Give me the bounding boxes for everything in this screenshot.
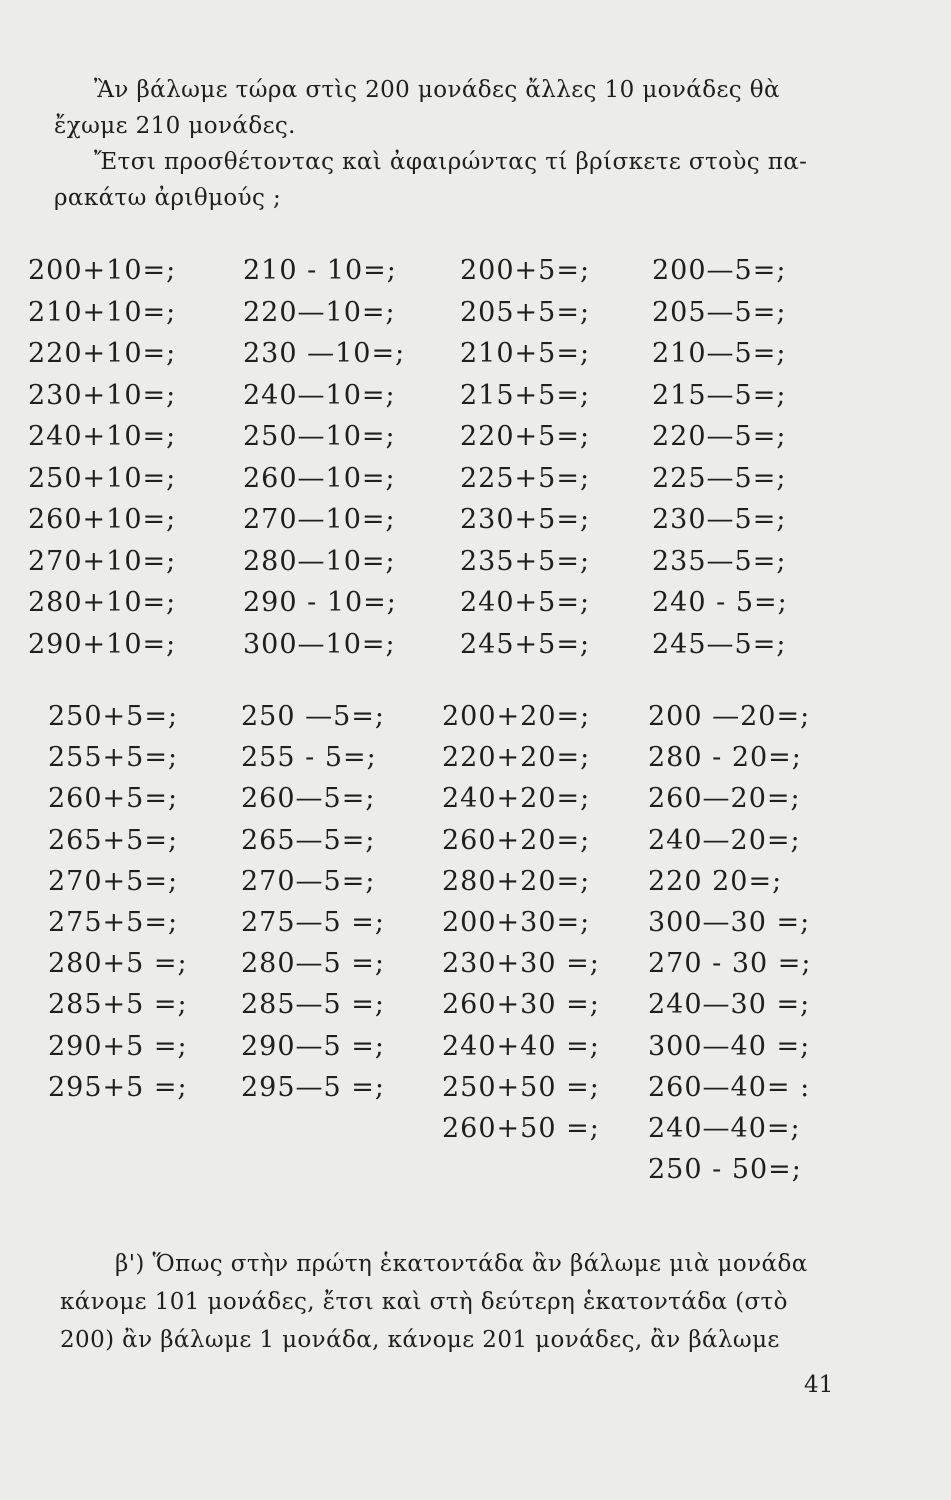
exercise-item: 260+30 =; xyxy=(442,989,600,1021)
page-number: 41 xyxy=(804,1372,834,1398)
exercise-row xyxy=(28,696,828,737)
exercise-item: 230+30 =; xyxy=(442,948,600,980)
exercise-item: 210 - 10=; xyxy=(243,255,397,286)
exercise-item: 295+5 =; xyxy=(48,1071,188,1103)
exercise-item: 210+10=; xyxy=(28,296,177,328)
exercise-row xyxy=(28,582,828,624)
exercise-item: 250 - 50=; xyxy=(648,1154,802,1186)
exercise-item: 255+5=; xyxy=(48,742,179,774)
exercise-item: 290+5 =; xyxy=(48,1030,188,1062)
exercise-item: 235—5=; xyxy=(652,545,787,577)
exercise-item: 295—5 =; xyxy=(241,1071,386,1103)
exercise-item: 200+10=; xyxy=(28,255,177,286)
exercise-row xyxy=(28,861,828,902)
exercise-row xyxy=(28,250,828,292)
exercise-item: 220+5=; xyxy=(460,421,591,452)
exercise-item: 270—5=; xyxy=(241,865,376,897)
exercise-row xyxy=(28,1108,828,1149)
exercise-row xyxy=(28,820,828,861)
exercise-item: 205+5=; xyxy=(460,296,591,328)
exercise-item: 210+5=; xyxy=(460,338,591,369)
exercise-item: 260+10=; xyxy=(28,504,177,535)
exercise-item: 270—10=; xyxy=(243,504,396,535)
exercise-row xyxy=(28,416,828,458)
exercise-row xyxy=(28,292,828,334)
exercise-item: 230 —10=; xyxy=(243,338,406,369)
exercise-item: 300—10=; xyxy=(243,628,396,660)
exercise-item: 280 - 20=; xyxy=(648,742,802,774)
exercise-item: 270 - 30 =; xyxy=(648,948,812,980)
paragraph-line-3: 200) ἂν βάλωμε 1 μονάδα, κάνομε 201 μονάδες, ἂν βάλωμε xyxy=(60,1327,780,1353)
exercise-item: 280+10=; xyxy=(28,587,177,618)
exercise-item: 245—5=; xyxy=(652,628,787,660)
exercise-row xyxy=(28,943,828,984)
intro-line-3: Ἔτσι προσθέτοντας καὶ ἀφαιρώντας τί βρίσκετε στοὺς πα- xyxy=(94,149,808,175)
exercise-item: 225—5=; xyxy=(652,462,787,494)
exercise-item: 215—5=; xyxy=(652,379,787,411)
exercise-item: 250+50 =; xyxy=(442,1071,600,1103)
exercise-item: 200—5=; xyxy=(652,255,787,286)
intro-text xyxy=(54,72,819,216)
exercise-item: 220—5=; xyxy=(652,421,787,452)
exercise-item: 200+5=; xyxy=(460,255,591,286)
exercise-item: 250—10=; xyxy=(243,421,396,452)
exercise-row xyxy=(28,1149,828,1190)
exercise-item: 300—30 =; xyxy=(648,906,811,938)
exercise-row xyxy=(28,499,828,541)
exercise-item: 290—5 =; xyxy=(241,1030,386,1062)
exercise-item: 250+10=; xyxy=(28,462,177,494)
intro-line-4: ρακάτω ἀριθμούς ; xyxy=(54,185,282,211)
paragraph-line-2: κάνομε 101 μονάδες, ἔτσι καὶ στὴ δεύτερη ἑκατοντάδα (στὸ xyxy=(60,1289,788,1315)
exercise-item: 230—5=; xyxy=(652,504,787,535)
exercise-item: 220 20=; xyxy=(648,865,783,897)
exercise-item: 220+10=; xyxy=(28,338,177,369)
exercise-item: 280—10=; xyxy=(243,545,396,577)
exercise-item: 260—20=; xyxy=(648,783,801,815)
exercise-row xyxy=(28,902,828,943)
exercise-row xyxy=(28,333,828,375)
exercise-item: 215+5=; xyxy=(460,379,591,411)
exercise-item: 260+5=; xyxy=(48,783,179,815)
exercise-item: 220—10=; xyxy=(243,296,396,328)
exercise-item: 260—5=; xyxy=(241,783,376,815)
exercise-row xyxy=(28,778,828,819)
paragraph-b xyxy=(60,1245,840,1359)
exercise-item: 245+5=; xyxy=(460,628,591,660)
exercise-item: 280+20=; xyxy=(442,865,591,897)
exercise-item: 260+50 =; xyxy=(442,1112,600,1144)
exercise-item: 250 —5=; xyxy=(241,701,386,732)
exercise-item: 260—40= : xyxy=(648,1071,811,1103)
exercise-item: 220+20=; xyxy=(442,742,591,774)
exercise-item: 240+40 =; xyxy=(442,1030,600,1062)
exercise-row xyxy=(28,624,828,666)
exercise-item: 240—30 =; xyxy=(648,989,811,1021)
exercise-row xyxy=(28,375,828,417)
exercise-item: 275+5=; xyxy=(48,906,179,938)
exercise-item: 285+5 =; xyxy=(48,989,188,1021)
exercise-item: 255 - 5=; xyxy=(241,742,377,774)
exercise-item: 210—5=; xyxy=(652,338,787,369)
exercise-item: 250+5=; xyxy=(48,701,179,732)
exercise-item: 230+5=; xyxy=(460,504,591,535)
exercise-row xyxy=(28,541,828,583)
exercise-item: 235+5=; xyxy=(460,545,591,577)
exercise-item: 290 - 10=; xyxy=(243,587,397,618)
exercise-item: 290+10=; xyxy=(28,628,177,660)
exercise-item: 270+5=; xyxy=(48,865,179,897)
exercise-item: 240+10=; xyxy=(28,421,177,452)
exercise-item: 270+10=; xyxy=(28,545,177,577)
exercise-item: 200+30=; xyxy=(442,906,591,938)
exercise-row xyxy=(28,737,828,778)
paragraph-line-1: β') Ὅπως στὴν πρώτη ἑκατοντάδα ἂν βάλωμε μιὰ μονάδα xyxy=(115,1251,808,1277)
exercise-row xyxy=(28,1067,828,1108)
exercise-item: 225+5=; xyxy=(460,462,591,494)
exercise-item: 240—10=; xyxy=(243,379,396,411)
exercise-item: 230+10=; xyxy=(28,379,177,411)
exercise-grid-2 xyxy=(28,696,828,1190)
exercise-item: 265+5=; xyxy=(48,824,179,856)
exercise-item: 280—5 =; xyxy=(241,948,386,980)
exercise-item: 240+5=; xyxy=(460,587,591,618)
exercise-item: 205—5=; xyxy=(652,296,787,328)
exercise-item: 260+20=; xyxy=(442,824,591,856)
exercise-row xyxy=(28,458,828,500)
exercise-item: 200+20=; xyxy=(442,701,591,732)
intro-line-1: Ἂν βάλωμε τώρα στὶς 200 μονάδες ἄλλες 10 μονάδες θὰ xyxy=(94,77,780,103)
exercise-item: 240—40=; xyxy=(648,1112,801,1144)
exercise-item: 260—10=; xyxy=(243,462,396,494)
exercise-item: 240+20=; xyxy=(442,783,591,815)
exercise-row xyxy=(28,1026,828,1067)
exercise-item: 265—5=; xyxy=(241,824,376,856)
exercise-grid-1 xyxy=(28,250,828,665)
exercise-row xyxy=(28,984,828,1025)
exercise-item: 275—5 =; xyxy=(241,906,386,938)
intro-line-2: ἔχωμε 210 μονάδες. xyxy=(54,113,296,139)
exercise-item: 300—40 =; xyxy=(648,1030,811,1062)
exercise-item: 285—5 =; xyxy=(241,989,386,1021)
exercise-item: 240—20=; xyxy=(648,824,801,856)
exercise-item: 240 - 5=; xyxy=(652,587,788,618)
exercise-item: 200 —20=; xyxy=(648,701,811,732)
exercise-item: 280+5 =; xyxy=(48,948,188,980)
